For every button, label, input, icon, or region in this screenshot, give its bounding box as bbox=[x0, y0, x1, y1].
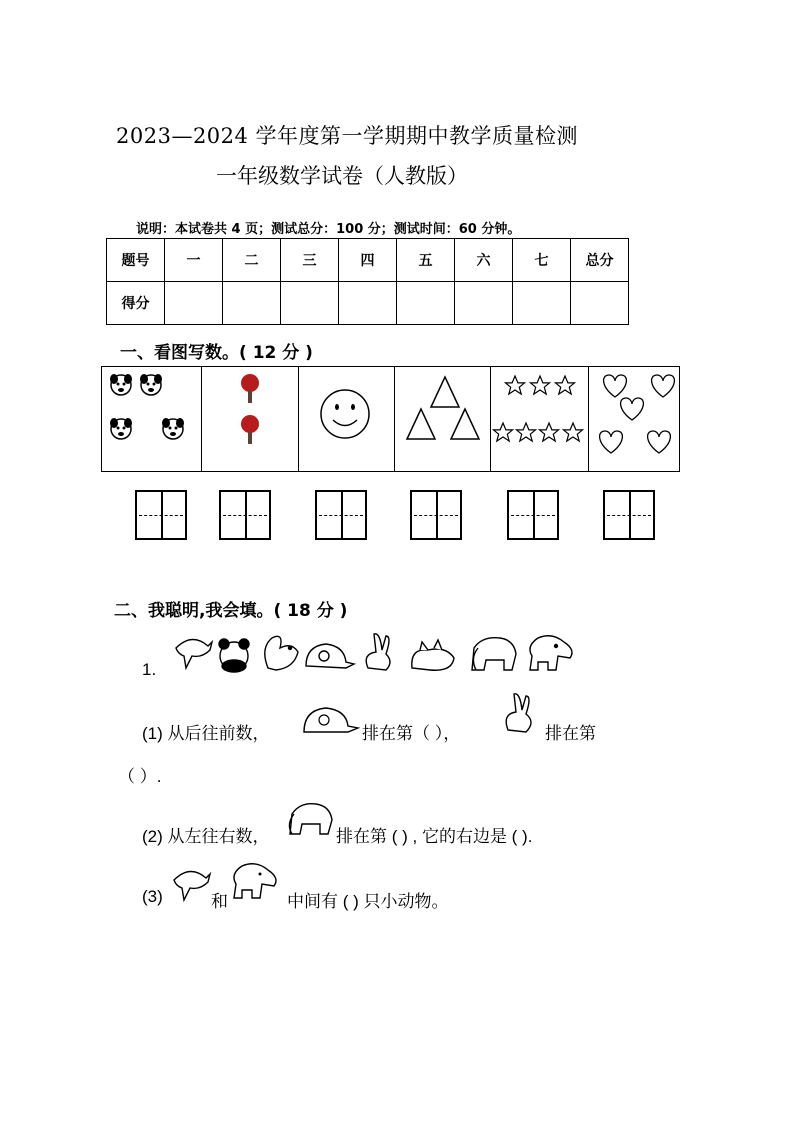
q1-sub3-blank[interactable]: 中间有 ( ) 只小动物。 bbox=[287, 892, 449, 911]
answer-box[interactable] bbox=[410, 490, 462, 540]
q1-sub1-text2: 排在第 bbox=[545, 724, 596, 743]
star-icon bbox=[494, 423, 513, 441]
hedgehog-icon bbox=[306, 644, 354, 668]
q1-sub3-label: (3) bbox=[142, 887, 163, 906]
panda-icon bbox=[219, 639, 249, 672]
squirrel-icon bbox=[265, 636, 298, 670]
heart-icon bbox=[648, 431, 671, 453]
triangle-icon bbox=[451, 409, 479, 439]
heart-icon bbox=[604, 375, 627, 397]
star-icon bbox=[540, 423, 559, 441]
picture-cell-dogs bbox=[102, 367, 202, 471]
star-icon-group bbox=[491, 367, 588, 471]
score-cell-blank[interactable] bbox=[397, 282, 455, 325]
dolphin-icon bbox=[176, 639, 212, 668]
score-cell-header: 七 bbox=[513, 239, 571, 282]
score-table-score-row bbox=[107, 282, 629, 325]
score-cell-header: 二 bbox=[223, 239, 281, 282]
dog-icon bbox=[230, 856, 286, 902]
dolphin-icon bbox=[172, 862, 212, 904]
answer-box[interactable] bbox=[315, 490, 367, 540]
rabbit-icon bbox=[500, 690, 544, 736]
score-cell-header: 题号 bbox=[107, 239, 165, 282]
elephant-icon bbox=[472, 638, 516, 670]
triangle-icon bbox=[431, 377, 459, 407]
score-cell-blank[interactable] bbox=[223, 282, 281, 325]
dog-icon bbox=[110, 374, 132, 395]
score-cell-blank[interactable] bbox=[339, 282, 397, 325]
picture-cell-smiley bbox=[299, 367, 395, 471]
score-cell-blank[interactable] bbox=[455, 282, 513, 325]
heart-icon-group bbox=[589, 367, 682, 471]
score-table bbox=[106, 238, 629, 325]
section2-heading: 二、我聪明,我会填。( 18 分 ) bbox=[114, 601, 348, 621]
answer-box[interactable] bbox=[507, 490, 559, 540]
picture-cell-paddles bbox=[202, 367, 299, 471]
score-cell-header: 总分 bbox=[571, 239, 629, 282]
question-number: 1. bbox=[142, 660, 157, 679]
dog-icon bbox=[162, 418, 184, 439]
animal-row bbox=[172, 628, 584, 678]
star-icon bbox=[531, 376, 550, 394]
dog-icon bbox=[140, 374, 162, 395]
q1-sub1-blank2[interactable]: （ ）. bbox=[118, 767, 162, 786]
score-row-label: 得分 bbox=[107, 282, 165, 325]
picture-row bbox=[101, 366, 680, 472]
heart-icon bbox=[600, 431, 623, 453]
star-icon bbox=[506, 376, 525, 394]
star-icon bbox=[517, 423, 536, 441]
triangle-icon bbox=[407, 409, 435, 439]
q1-sub2-blanks[interactable]: 排在第 ( ) , 它的右边是 ( ). bbox=[336, 827, 533, 846]
paddle-icon-group bbox=[202, 367, 298, 471]
score-table-header-row bbox=[107, 239, 629, 282]
picture-cell-stars bbox=[491, 367, 589, 471]
score-cell-header: 五 bbox=[397, 239, 455, 282]
dog-icon-group bbox=[102, 367, 201, 471]
answer-box[interactable] bbox=[219, 490, 271, 540]
exam-title: 2023—2024 学年度第一学期期中教学质量检测 bbox=[116, 124, 579, 148]
star-icon bbox=[556, 376, 575, 394]
score-cell-header: 六 bbox=[455, 239, 513, 282]
score-cell-blank[interactable] bbox=[165, 282, 223, 325]
q1-sub3-and: 和 bbox=[211, 892, 228, 911]
smiley-face-icon bbox=[299, 367, 394, 471]
answer-box[interactable] bbox=[135, 490, 187, 540]
answer-box[interactable] bbox=[603, 490, 655, 540]
score-cell-header: 四 bbox=[339, 239, 397, 282]
heart-icon bbox=[652, 375, 675, 397]
paddle-icon bbox=[241, 415, 259, 444]
score-cell-header: 三 bbox=[281, 239, 339, 282]
elephant-icon bbox=[286, 798, 336, 838]
heart-icon bbox=[621, 398, 644, 420]
score-cell-blank[interactable] bbox=[571, 282, 629, 325]
picture-cell-triangles bbox=[395, 367, 491, 471]
score-cell-header: 一 bbox=[165, 239, 223, 282]
q1-sub1-blank1[interactable]: 排在第（ ）， bbox=[362, 724, 461, 743]
cat-icon bbox=[412, 640, 454, 670]
rabbit-icon bbox=[366, 634, 390, 670]
triangle-icon-group bbox=[395, 367, 490, 471]
dog-icon bbox=[110, 418, 132, 439]
hedgehog-icon bbox=[300, 700, 362, 738]
star-icon bbox=[564, 423, 583, 441]
picture-cell-hearts bbox=[589, 367, 682, 471]
dog-icon bbox=[530, 636, 572, 670]
q1-sub1-text: (1) 从后往前数， bbox=[142, 724, 270, 743]
q1-sub2-text: (2) 从左往右数， bbox=[142, 827, 270, 846]
section1-heading: 一、看图写数。( 12 分 ) bbox=[120, 343, 313, 363]
exam-instructions: 说明：本试卷共 4 页；测试总分：100 分；测试时间：60 分钟。 bbox=[136, 222, 521, 237]
score-cell-blank[interactable] bbox=[281, 282, 339, 325]
score-cell-blank[interactable] bbox=[513, 282, 571, 325]
exam-subtitle: 一年级数学试卷（人教版） bbox=[216, 164, 468, 188]
paddle-icon bbox=[241, 374, 259, 403]
